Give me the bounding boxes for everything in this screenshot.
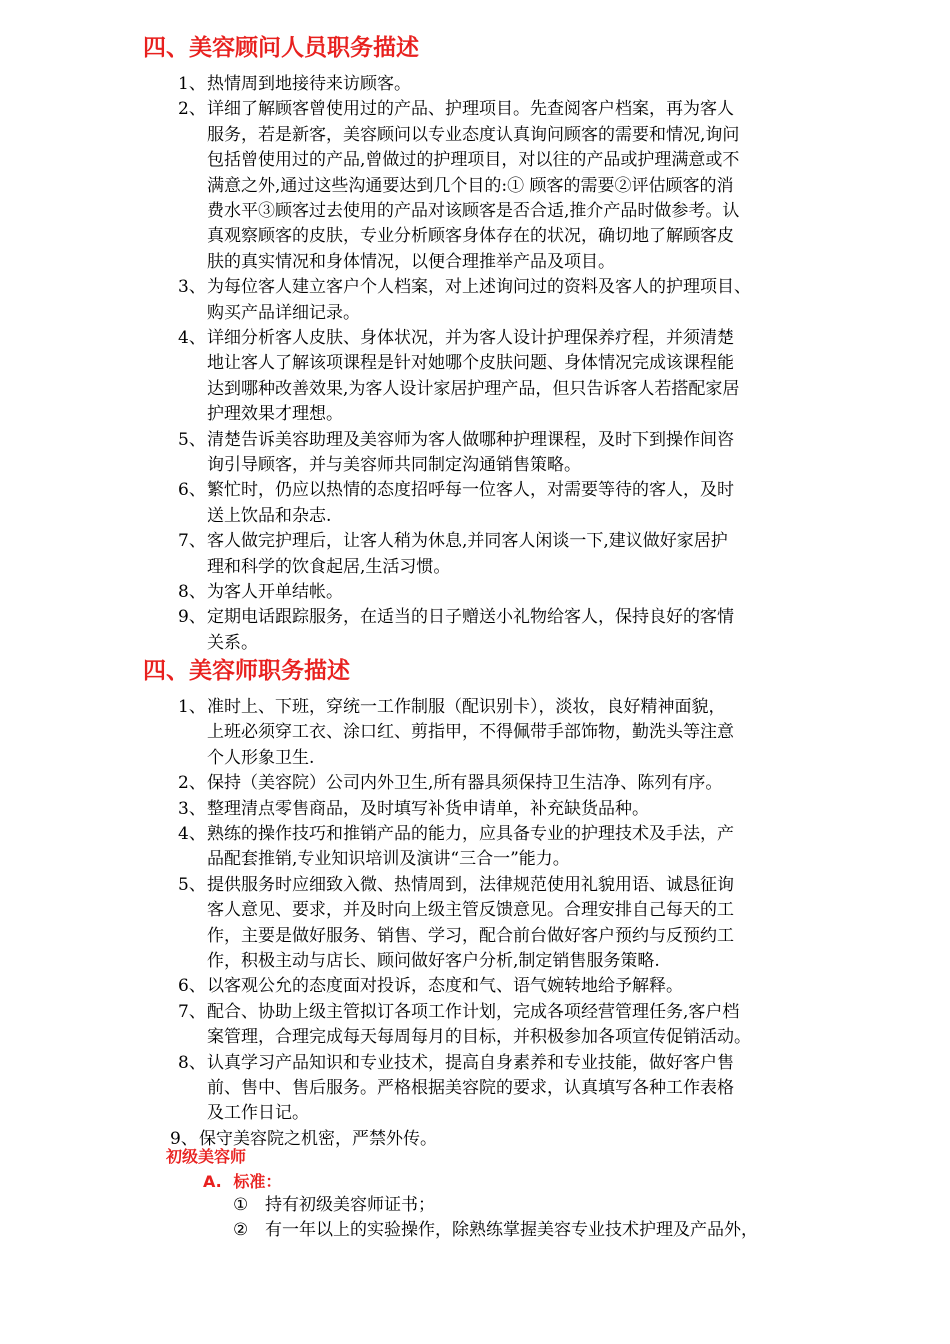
item-number: 9、 [170,1128,198,1149]
item-text-line: 案管理，合理完成每天每周每月的目标，并积极参加各项宣传促销活动。 [207,1027,751,1048]
item-text-line: 作，主要是做好服务、销售、学习，配合前台做好客户预约与反预约工 [207,925,734,946]
item-text [207,974,817,999]
item-text-line: 前、售中、售后服务。严格根据美容院的要求，认真填写各种工作表格 [207,1078,734,1098]
item-text [207,326,817,428]
item-text [207,275,817,326]
standard-point-text: 有一年以上的实验操作，除熟练掌握美容专业技术护理及产品外， [265,1220,758,1241]
standard-title: 标准： [233,1172,282,1191]
item-text-line: 为每位客人建立客户个人档案，对上述询问过的资料及客人的护理项目、 [207,277,751,298]
item-text [207,580,817,605]
item-number: 1、 [178,74,206,94]
item-text-line: 熟练的操作技巧和推销产品的能力，应具备专业的护理技术及手法，产 [207,824,734,844]
item-text-line: 包括曾使用过的产品,曾做过的护理项目，对以往的产品或护理满意或不 [207,150,740,171]
item-text [207,771,817,796]
item-number: 6、 [178,480,206,501]
section-heading-beautician: 四、美容师职务描述 [143,658,350,684]
item-number: 1、 [178,697,206,717]
item-text-line: 询引导顾客，并与美容师共同制定沟通销售策略。 [207,455,581,475]
item-text-line: 护理效果才理想。 [207,404,343,425]
item-number: 5、 [178,874,206,895]
item-text-line: 繁忙时，仍应以热情的态度招呼每一位客人，对需要等待的客人，及时 [207,480,734,501]
item-text [207,72,817,97]
item-number: 3、 [178,277,206,298]
item-text-line: 购买产品详细记录。 [207,302,360,323]
item-text-line: 关系。 [207,632,258,653]
item-text-line: 理和科学的饮食起居,生活习惯。 [207,556,451,577]
item-text [207,797,817,822]
item-number: 8、 [178,1052,206,1073]
item-number: 4、 [178,824,206,844]
item-text-line: 服务，若是新客，美容顾问以专业态度认真询问顾客的需要和情况,询问 [207,124,740,145]
circled-number-marker: ② [233,1220,249,1241]
item-text [207,529,817,580]
item-number: 4、 [178,328,206,348]
item-text-line: 达到哪种改善效果,为客人设计家居护理产品，但只告诉客人若搭配家居 [207,378,740,399]
item-text-line: 保持（美容院）公司内外卫生,所有器具须保持卫生洁净、陈列有序。 [207,773,723,794]
item-number: 9、 [178,607,206,628]
item-text-line: 详细分析客人皮肤、身体状况，并为客人设计护理保养疗程，并须清楚 [207,328,734,348]
junior-beautician-heading: 初级美容师 [166,1147,247,1166]
item-text [207,97,817,275]
item-text-line: 提供服务时应细致入微、热情周到，法律规范使用礼貌用语、诚恳征询 [207,874,734,895]
item-text-line: 肤的真实情况和身体情况，以便合理推举产品及项目。 [207,251,615,272]
item-text-line: 地让客人了解该项课程是针对她哪个皮肤问题、身体情况完成该课程能 [207,353,734,374]
item-number: 7、 [178,531,206,552]
item-text-line: 品配套推销,专业知识培训及演讲“三合一”能力。 [207,849,570,870]
item-text-line: 认真学习产品知识和专业技术，提高自身素养和专业技能，做好客户售 [207,1052,734,1073]
item-number: 3、 [178,798,206,819]
item-text-line: 热情周到地接待来访顾客。 [207,74,411,94]
item-number: 2、 [178,99,206,120]
item-text [207,478,817,529]
item-text-line: 个人形象卫生. [207,747,315,768]
standard-letter: A. [203,1172,222,1191]
item-text [207,695,817,771]
item-number: 5、 [178,429,206,450]
item-text [207,605,817,656]
item-text-line: 整理清点零售商品，及时填写补货申请单，补充缺货品种。 [207,798,649,819]
circled-number-marker: ① [233,1195,249,1215]
item-text-line: 客人做完护理后，让客人稍为休息,并同客人闲谈一下,建议做好家居护 [207,531,728,552]
item-text-line: 详细了解顾客曾使用过的产品、护理项目。先查阅客户档案，再为客人 [207,99,734,120]
item-text-line: 及工作日记。 [207,1103,309,1124]
item-text-line: 定期电话跟踪服务，在适当的日子赠送小礼物给客人，保持良好的客情 [207,607,734,628]
item-text-line: 清楚告诉美容助理及美容师为客人做哪种护理课程，及时下到操作间咨 [207,429,734,450]
item-text-line: 上班必须穿工衣、涂口红、剪指甲，不得佩带手部饰物，勤洗头等注意 [207,722,734,743]
item-text [199,1127,809,1152]
item-text [207,1051,817,1127]
item-text-line: 费水平③顾客过去使用的产品对该顾客是否合适,推介产品时做参考。认 [207,201,740,222]
item-text [207,873,817,975]
item-text-line: 准时上、下班，穿统一工作制服（配识别卡），淡妆，良好精神面貌， [207,697,726,717]
standard-label [203,1170,281,1194]
standard-point-text: 持有初级美容师证书； [265,1195,435,1215]
item-number: 6、 [178,976,206,997]
item-text-line: 为客人开单结帐。 [207,582,343,602]
item-text-line: 客人意见、要求，并及时向上级主管反馈意见。合理安排自己每天的工 [207,900,734,921]
item-text [207,428,817,479]
item-text [207,822,817,873]
item-text-line: 以客观公允的态度面对投诉，态度和气、语气婉转地给予解释。 [207,976,683,997]
item-text-line: 送上饮品和杂志. [207,505,332,526]
item-text-line: 作，积极主动与店长、顾问做好客户分析,制定销售服务策略. [207,951,660,972]
item-text-line: 满意之外,通过这些沟通要达到几个目的:① 顾客的需要②评估顾客的消 [207,175,734,196]
item-text-line: 保守美容院之机密，严禁外传。 [199,1128,437,1149]
item-text-line: 配合、协助上级主管拟订各项工作计划，完成各项经营管理任务,客户档 [207,1001,740,1022]
item-number: 8、 [178,582,206,602]
section-heading-consultant: 四、美容顾问人员职务描述 [143,35,419,61]
item-text [207,1000,817,1051]
item-number: 2、 [178,773,206,794]
item-number: 7、 [178,1001,206,1022]
item-text-line: 真观察顾客的皮肤，专业分析顾客身体存在的状况，确切地了解顾客皮 [207,226,734,247]
